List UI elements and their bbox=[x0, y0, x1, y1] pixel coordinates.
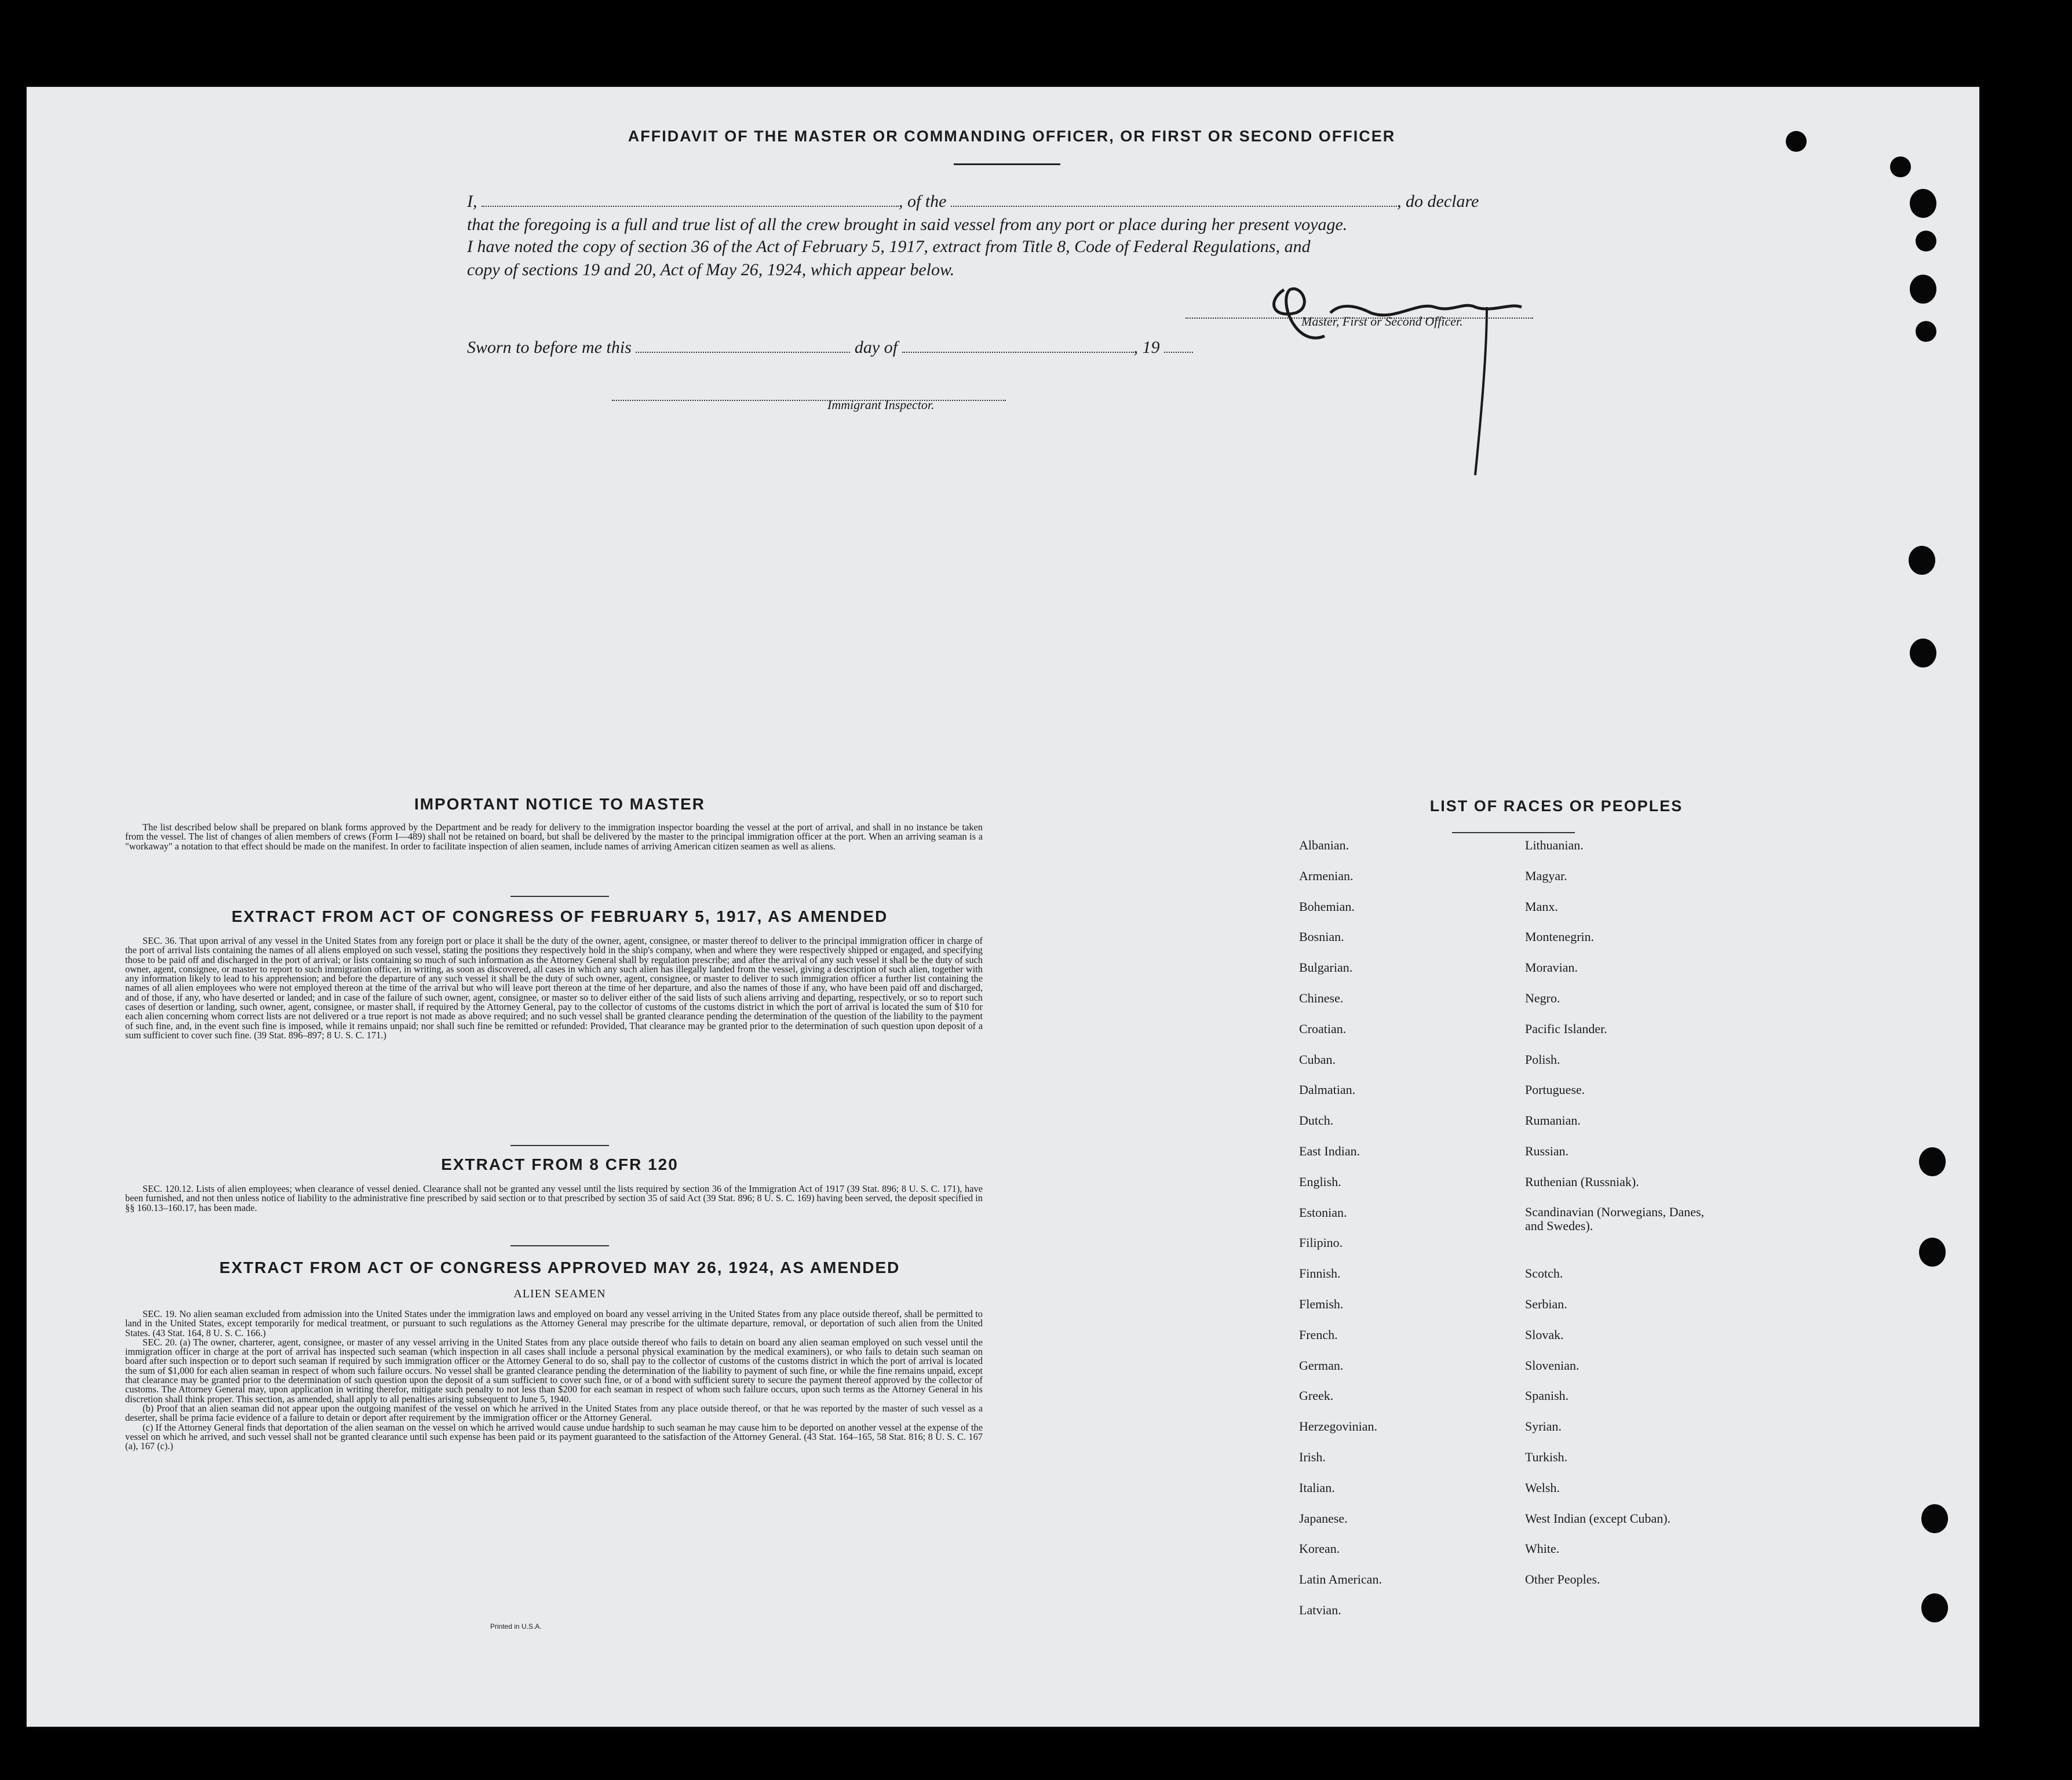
race-item: Filipino. bbox=[1299, 1235, 1343, 1250]
affidavit-title: AFFIDAVIT OF THE MASTER OR COMMANDING OFFICER, OR FIRST OR SECOND OFFICER bbox=[628, 127, 1396, 145]
race-item: Russian. bbox=[1525, 1143, 1569, 1158]
extract-1924-text bbox=[125, 1310, 983, 1553]
master-signature bbox=[1243, 267, 1568, 487]
race-item: Portuguese. bbox=[1525, 1082, 1585, 1097]
affidavit-i: I, bbox=[467, 192, 477, 211]
punch-hole bbox=[1786, 131, 1807, 152]
race-item: Scandinavian (Norwegians, Danes, and Swedes). bbox=[1525, 1204, 1705, 1233]
sworn-year-blank[interactable] bbox=[1164, 340, 1193, 353]
sec-19-paragraph: SEC. 19. No alien seaman excluded from admission into the United States under the immigration laws and employed on board any vessel arriving in the United States from any place outside thereof, shall be permitted to land in the United States, except temporarily for medical treatment, or pursuant to such regulations as the Attorney General may prescribe for the ultimate departure, removal, or deportation of such alien from the United States. (43 Stat. 164, 8 U. S. C. 166.) bbox=[125, 1310, 983, 1338]
race-item: West Indian (except Cuban). bbox=[1525, 1511, 1671, 1526]
punch-hole bbox=[1910, 639, 1936, 668]
race-item: East Indian. bbox=[1299, 1143, 1360, 1158]
races-left-column bbox=[1299, 838, 1382, 1633]
sworn-year-prefix: , 19 bbox=[1133, 338, 1160, 357]
race-item: Ruthenian (Russniak). bbox=[1525, 1174, 1639, 1189]
race-item: Dalmatian. bbox=[1299, 1082, 1356, 1097]
vessel-blank[interactable] bbox=[951, 194, 1397, 207]
sec-20a-paragraph: SEC. 20. (a) The owner, charterer, agent, consignee, or master of any vessel arriving in the United States from any place outside thereof who fails to detain on board any alien seaman employed on such vessel until the immigration officer in charge at the port of arrival has inspected such seaman (which inspection in all cases shall include a personal physical examination by the medical examiners), or who fails to detain such seaman on board after such inspection or to deport such seaman if required by such immigration officer or the Attorney General to do so, shall pay to the collector of customs of the customs district in which the port of arrival is located the sum of $1,000 for each alien seaman in respect of whom such failure occurs. No vessel shall be granted clearance pending the determination of the liability to payment of such fine, or while the fine remains unpaid, except that clearance may be granted prior to the determination of such question upon the deposit of a sum sufficient to cover such fine, or of a bond with sufficient surety to secure the payment thereof approved by the collector of customs. The Attorney General may, upon application in writing therefor, mitigate such penalty to not less than $200 for each seaman in respect of whom such failure occurs, upon such terms as the Attorney General in his discretion shall think proper. This section, as amended, shall apply to all penalties arising subsequent to June 5, 1940. bbox=[125, 1336, 983, 1405]
inspector-label: Immigrant Inspector. bbox=[827, 397, 935, 412]
race-item: Estonian. bbox=[1299, 1205, 1347, 1220]
race-item: Polish. bbox=[1525, 1052, 1560, 1067]
race-item: Negro. bbox=[1525, 990, 1560, 1005]
race-item: White. bbox=[1525, 1541, 1560, 1556]
inspector-signature-line[interactable] bbox=[612, 388, 1006, 401]
race-item: Rumanian. bbox=[1525, 1113, 1581, 1128]
race-item: Serbian. bbox=[1525, 1296, 1567, 1311]
races-title-rule bbox=[1452, 832, 1575, 833]
master-signature-label: Master, First or Second Officer. bbox=[1301, 314, 1463, 329]
race-item: Flemish. bbox=[1299, 1296, 1344, 1311]
race-item: French. bbox=[1299, 1327, 1338, 1342]
race-item: Albanian. bbox=[1299, 838, 1349, 852]
race-item: Spanish. bbox=[1525, 1388, 1569, 1403]
race-item: Armenian. bbox=[1299, 868, 1354, 883]
race-item: Japanese. bbox=[1299, 1511, 1348, 1526]
race-item: Irish. bbox=[1299, 1449, 1326, 1464]
race-item: Bulgarian. bbox=[1299, 960, 1353, 975]
sworn-line bbox=[467, 336, 1556, 359]
race-item: Welsh. bbox=[1525, 1480, 1560, 1495]
race-item: Greek. bbox=[1299, 1388, 1334, 1403]
sec-20b-paragraph: (b) Proof that an alien seaman did not appear upon the outgoing manifest of the vessel on which he arrived in the United States from any place outside thereof, or that he was reported by the master of such vessel as a deserter, shall be prima facie evidence of a failure to detain or deport after requirement by the immigration officer or the Attorney General. bbox=[125, 1402, 983, 1424]
sec-20c-paragraph: (c) If the Attorney General finds that deportation of the alien seaman on the vessel on which he arrived would cause undue hardship to such seaman he may cause him to be deported on another vessel at the expense of the vessel on which he arrived, and such vessel shall not be granted clearance until such expense has been paid or its payment guaranteed to the satisfaction of the Attorney General. (43 Stat. 164–165, 58 Stat. 816; 8 U. S. C. 167 (a), 167 (c).) bbox=[125, 1421, 983, 1452]
punch-hole bbox=[1910, 275, 1936, 304]
race-item: Bosnian. bbox=[1299, 929, 1344, 944]
affidavit-line-2: that the foregoing is a full and true list of all the crew brought in said vessel from any port or place during her present voyage. bbox=[467, 215, 1348, 234]
race-item: Herzegovinian. bbox=[1299, 1419, 1377, 1434]
race-item: Other Peoples. bbox=[1525, 1572, 1600, 1587]
sec-36-paragraph: SEC. 36. That upon arrival of any vessel in the United States from any foreign port or place it shall be the duty of the owner, agent, consignee, or master thereof to deliver to the principal immigration officer in charge of the port of arrival lists containing the names of all aliens employed on such vessel, stating the positions they respectively hold in the ship's company, when and where they were respectively shipped or engaged, and specifying those to be paid off and discharged in the port of arrival; or lists containing so much of such information as the Attorney General shall by regulation prescribe; and after the arrival of any such vessel it shall be the duty of such owner, agent, consignee, or master to report to such immigration officer, in writing, as soon as discovered, all cases in which any such alien has illegally landed from the vessel, giving a description of such alien, together with any information likely to lead to his apprehension; and before the departure of any such vessel it shall be the duty of such owner, agent, consignee, or master to deliver to such immigration officer a further list containing the names of all alien employees who were not employed thereon at the time of the arrival but who will leave port thereon at the time of her departure, and also the names of those if any, who have been paid off and discharged, and of those, if any, who have deserted or landed; and in case of the failure of such owner, agent, consignee, or master so to deliver either of the said lists of such aliens arriving and departing, respectively, or so to report such cases of desertion or landing, such owner, agent, consignee, or master shall, if required by the Attorney General, pay to the collector of customs of the customs district in which the port of arrival is located the sum of $10 for each alien concerning whom correct lists are not delivered or a true report is not made as above required; and no such vessel shall be granted clearance pending the determination of the question of the liability to the payment of such fine, and, in the event such fine is imposed, while it remains unpaid; nor shall such fine be remitted or refunded: Provided, That clearance may be granted prior to the determination of such question upon deposit of a sum sufficient to cover such fine. (39 Stat. 896–897; 8 U. S. C. 171.) bbox=[125, 936, 983, 1041]
race-item: Dutch. bbox=[1299, 1113, 1334, 1128]
punch-hole bbox=[1919, 1147, 1946, 1176]
section-divider bbox=[510, 1245, 609, 1246]
form-page bbox=[27, 87, 1979, 1727]
punch-hole bbox=[1909, 546, 1935, 575]
sec-120-12-paragraph: SEC. 120.12. Lists of alien employees; when clearance of vessel denied. Clearance shall not be granted any vessel until the lists required by section 36 of the Immigration Act of 1917 (39 Stat. 896; 8 U. S. C. 171), have been furnished, and not then unless notice of liability to the administrative fine prescribed by said section or to that prescribed by section 35 of said Act (39 Stat. 896; 8 U. S. C. 169) having been served, the deposit specified in §§ 160.13–160.17, has been made. bbox=[125, 1184, 983, 1213]
printed-in-usa: Printed in U.S.A. bbox=[490, 1622, 542, 1631]
race-item: Bohemian. bbox=[1299, 899, 1355, 914]
race-item: Lithuanian. bbox=[1525, 838, 1584, 852]
race-item: Moravian. bbox=[1525, 960, 1578, 975]
race-item: Latvian. bbox=[1299, 1602, 1341, 1617]
race-item: German. bbox=[1299, 1358, 1344, 1373]
notice-text bbox=[125, 823, 983, 865]
race-item: Syrian. bbox=[1525, 1419, 1562, 1434]
race-item: Magyar. bbox=[1525, 868, 1567, 883]
section-divider bbox=[510, 1145, 609, 1146]
race-item: Pacific Islander. bbox=[1525, 1021, 1607, 1036]
punch-hole bbox=[1916, 231, 1936, 251]
name-blank[interactable] bbox=[481, 194, 899, 207]
race-item: Slovak. bbox=[1525, 1327, 1564, 1342]
sworn-day-of: day of bbox=[854, 338, 898, 357]
notice-paragraph: The list described below shall be prepared on blank forms approved by the Department and be ready for delivery to the immigration inspector boarding the vessel at the port of arrival, and shall in no instance be taken from the vessel. The list of changes of alien members of crews (Form I—489) shall not be retained on board, but shall be delivered by the master to the principal immigration officer at the port. When an arriving seaman is a "workaway" a notation to that effect should be made on the manifest. In order to facilitate inspection of alien seamen, include names of arriving American citizen seamen as well as aliens. bbox=[125, 823, 983, 852]
race-item: Chinese. bbox=[1299, 990, 1344, 1005]
race-item: Scotch. bbox=[1525, 1266, 1563, 1281]
alien-seamen-subtitle: ALIEN SEAMEN bbox=[513, 1287, 606, 1300]
extract-cfr-text bbox=[125, 1184, 983, 1225]
sworn-prefix: Sworn to before me this bbox=[467, 338, 632, 357]
title-rule bbox=[954, 163, 1060, 165]
affidavit-line-1 bbox=[467, 190, 1556, 213]
punch-hole bbox=[1910, 189, 1936, 218]
race-item: Italian. bbox=[1299, 1480, 1335, 1495]
affidavit-line-4: copy of sections 19 and 20, Act of May 26, 1924, which appear below. bbox=[467, 260, 955, 279]
race-item: Manx. bbox=[1525, 899, 1558, 914]
race-item: Finnish. bbox=[1299, 1266, 1341, 1281]
notice-title: IMPORTANT NOTICE TO MASTER bbox=[414, 795, 706, 813]
race-item: Cuban. bbox=[1299, 1052, 1336, 1067]
sworn-day-blank[interactable] bbox=[636, 340, 850, 353]
affidavit-of-the: , of the bbox=[899, 192, 947, 211]
race-item: Turkish. bbox=[1525, 1449, 1568, 1464]
sworn-month-blank[interactable] bbox=[902, 340, 1134, 353]
section-divider bbox=[510, 896, 609, 897]
extract-1917-text bbox=[125, 936, 983, 1128]
race-item: Montenegrin. bbox=[1525, 929, 1595, 944]
race-item: English. bbox=[1299, 1174, 1341, 1189]
race-item: Latin American. bbox=[1299, 1572, 1382, 1587]
race-item: Croatian. bbox=[1299, 1021, 1347, 1036]
races-title: LIST OF RACES OR PEOPLES bbox=[1429, 797, 1683, 815]
punch-hole bbox=[1919, 1238, 1946, 1267]
affidavit-declare: , do declare bbox=[1397, 192, 1479, 211]
extract-cfr-title: EXTRACT FROM 8 CFR 120 bbox=[441, 1155, 678, 1173]
punch-hole bbox=[1916, 321, 1936, 342]
races-right-column bbox=[1525, 838, 1722, 1603]
race-item: Slovenian. bbox=[1525, 1358, 1579, 1373]
extract-1917-title: EXTRACT FROM ACT OF CONGRESS OF FEBRUARY 5, 1917, AS AMENDED bbox=[231, 907, 888, 925]
race-item: Korean. bbox=[1299, 1541, 1340, 1556]
punch-hole bbox=[1921, 1504, 1948, 1533]
affidavit-line-3: I have noted the copy of section 36 of the Act of February 5, 1917, extract from Title 8, Code of Federal Regulations, and bbox=[467, 237, 1311, 256]
extract-1924-title: EXTRACT FROM ACT OF CONGRESS APPROVED MAY 26, 1924, AS AMENDED bbox=[219, 1259, 900, 1276]
punch-hole bbox=[1890, 156, 1911, 177]
punch-hole bbox=[1921, 1593, 1948, 1622]
